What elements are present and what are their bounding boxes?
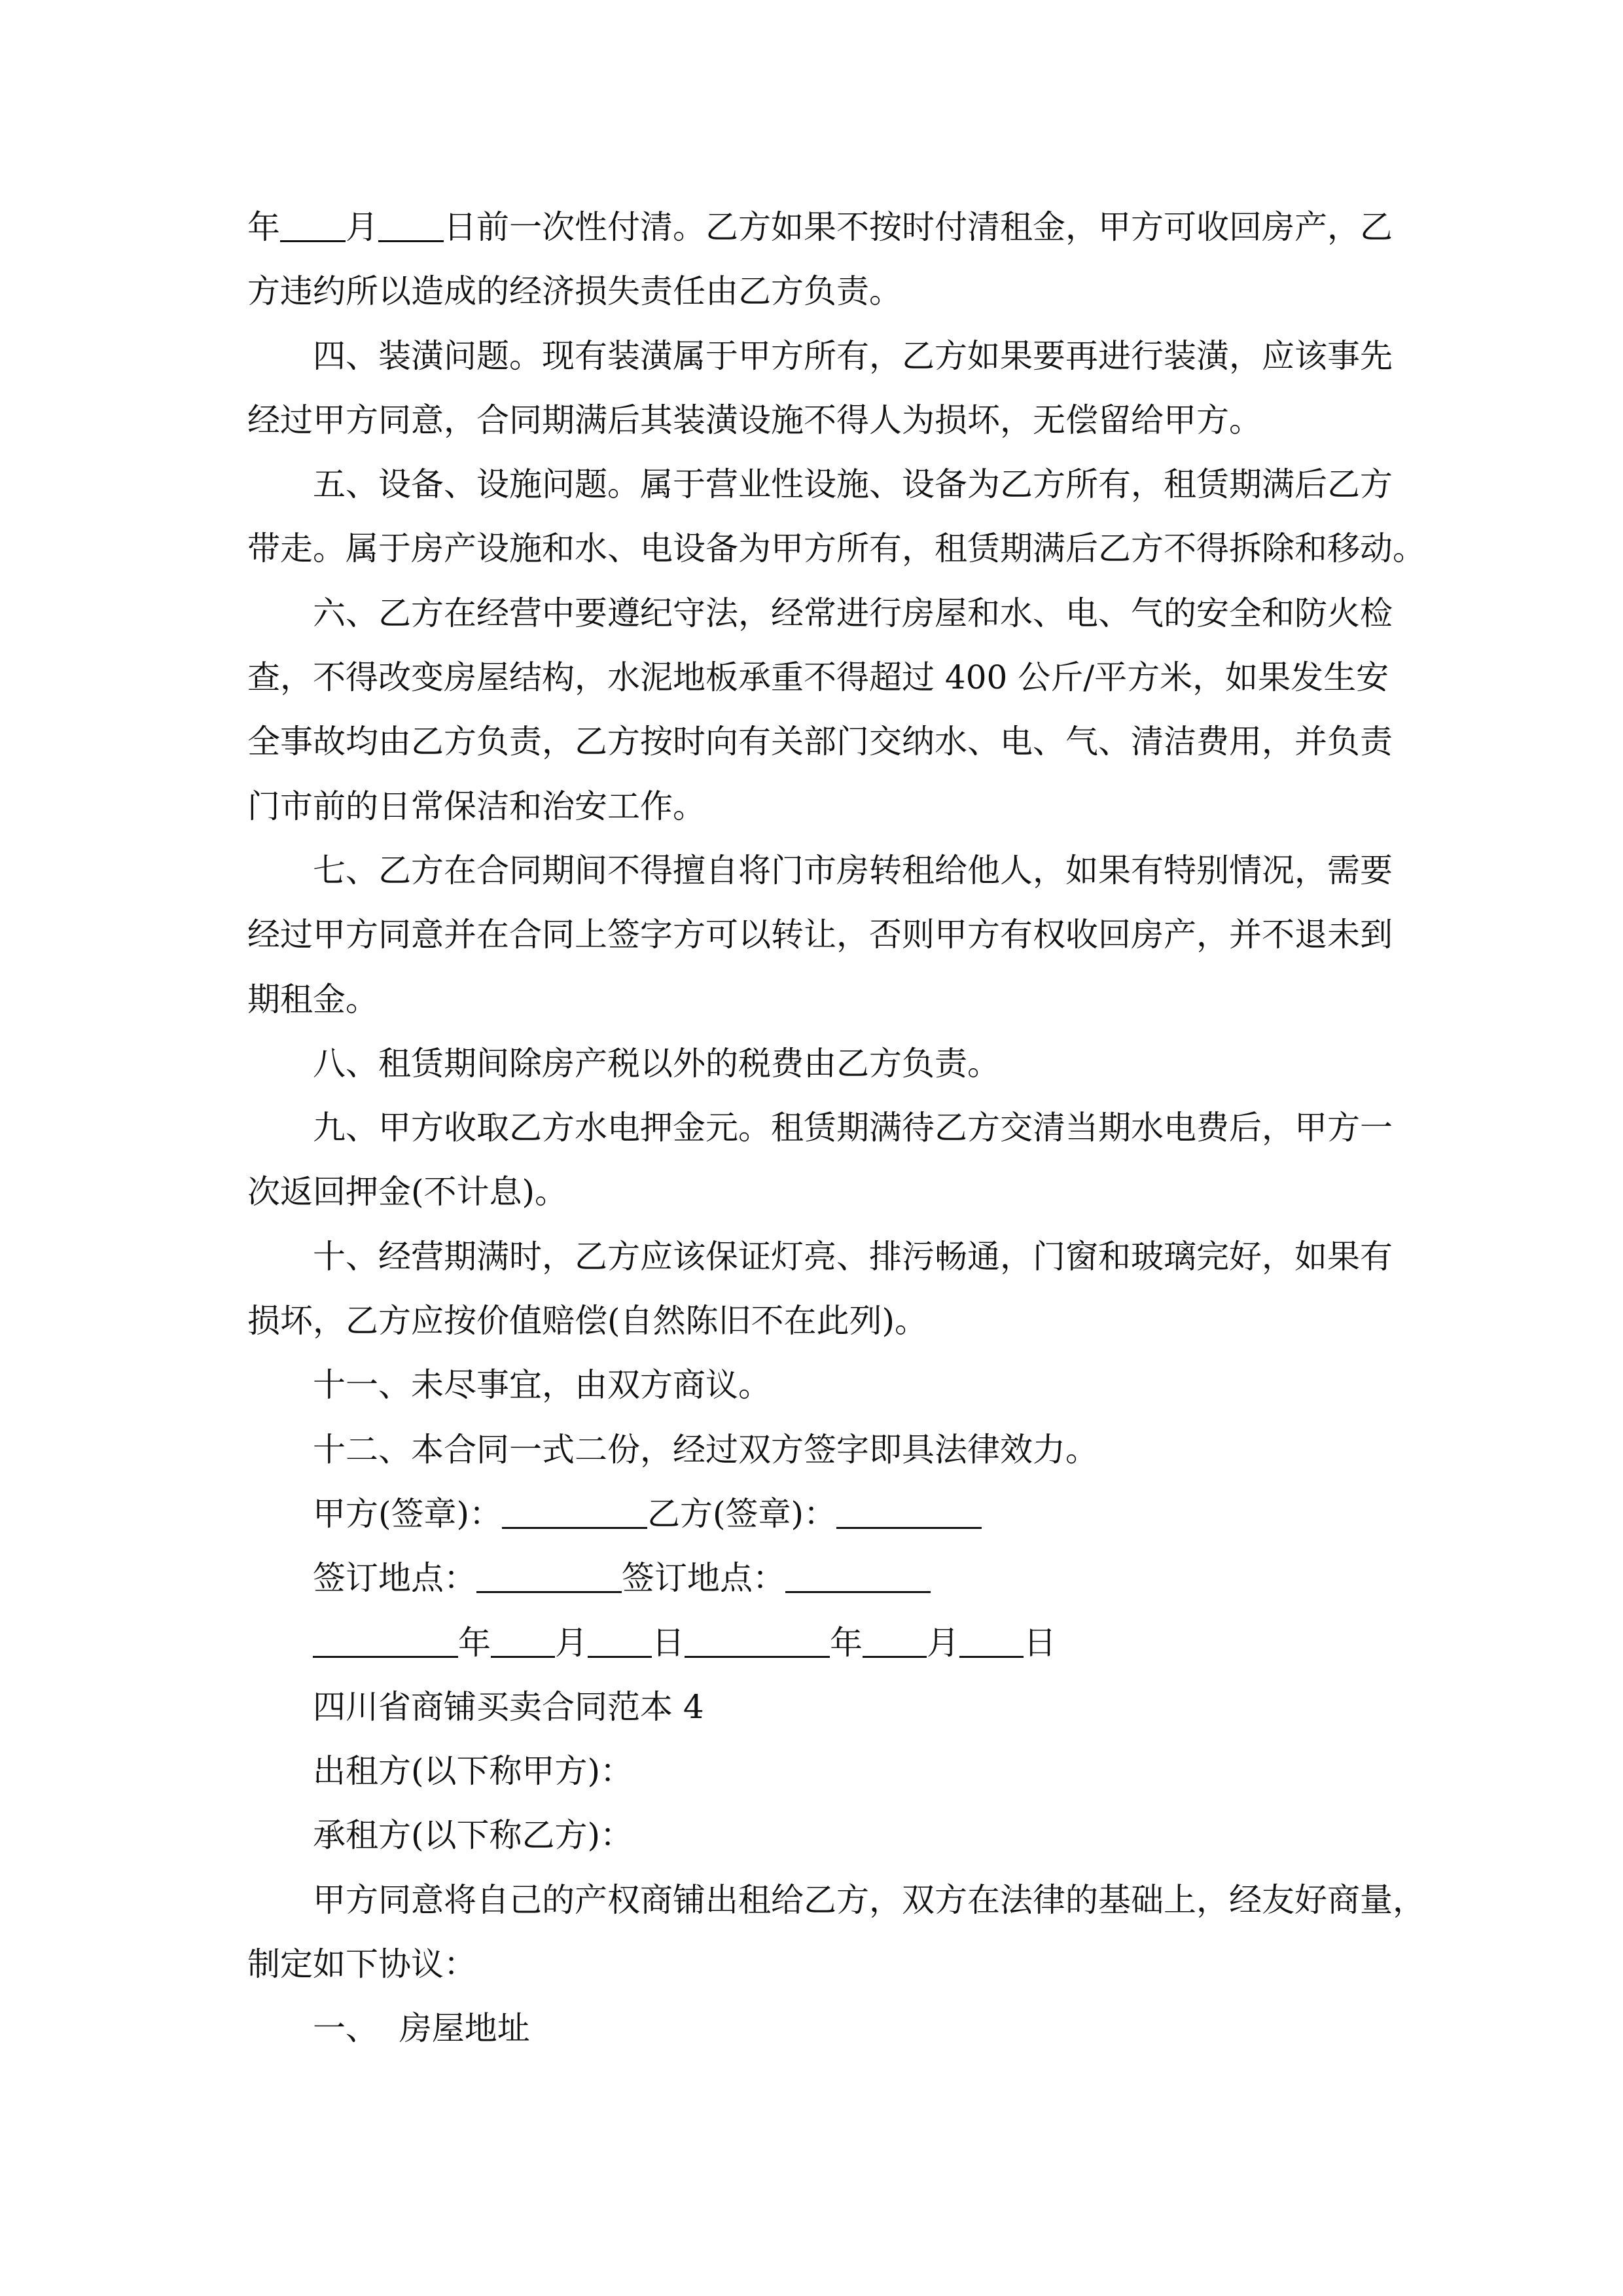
clause-line: 门市前的日常保洁和治安工作。 [247, 787, 705, 825]
clause-line: 八、租赁期间除房产税以外的税费由乙方负责。 [313, 1044, 1000, 1083]
blank-month [280, 207, 346, 242]
clause-line: 经过甲方同意，合同期满后其装潢设施不得人为损坏，无偿留给甲方。 [247, 401, 1262, 439]
intro-line: 制定如下协议： [247, 1945, 476, 1984]
clauses [247, 324, 1425, 1482]
clause-line: 经过甲方同意并在合同上签字方可以转让，否则甲方有权收回房产，并不退未到 [247, 916, 1393, 954]
clause-3-tail-line: 年 月 日前一次性付清。乙方如果不按时付清租金，甲方可收回房产，乙 [247, 208, 1393, 246]
clause-line: 十一、未尽事宜，由双方商议。 [313, 1366, 771, 1405]
month-blank [491, 1623, 555, 1658]
contract-4-title: 四川省商铺买卖合同范本 4 [313, 1687, 704, 1726]
party-a-signature-blank [502, 1494, 647, 1529]
section-1-heading: 一、 房屋地址 [313, 2009, 530, 2048]
clause-line: 七、乙方在合同期间不得擅自将门市房转租给他人，如果有特别情况，需要 [313, 851, 1393, 889]
day-blank [959, 1623, 1024, 1658]
clause-line: 查，不得改变房屋结构，水泥地板承重不得超过 400 公斤/平方米，如果发生安 [247, 658, 1389, 697]
clause-line: 次返回押金(不计息)。 [247, 1173, 568, 1211]
clause-line: 十二、本合同一式二份，经过双方签字即具法律效力。 [313, 1430, 1098, 1469]
intro-line: 甲方同意将自己的产权商铺出租给乙方，双方在法律的基础上，经友好商量， [313, 1880, 1425, 1919]
signature-dates: 年 月 日 年 月 日 [247, 1611, 1383, 1675]
clause-line: 全事故均由乙方负责，乙方按时向有关部门交纳水、电、气、清洁费用，并负责 [247, 723, 1393, 761]
lessee-label: 承租方(以下称乙方)： [313, 1816, 633, 1855]
party-b-signature-blank [836, 1494, 982, 1529]
clause-line: 四、装潢问题。现有装潢属于甲方所有，乙方如果要再进行装潢，应该事先 [313, 336, 1393, 375]
clause-line: 九、甲方收取乙方水电押金元。租赁期满待乙方交清当期水电费后，甲方一 [313, 1109, 1393, 1147]
year-blank [685, 1623, 830, 1658]
signature-parties: 甲方(签章)： 乙方(签章)： [247, 1482, 1383, 1546]
clause-line: 带走。属于房产设施和水、电设备为甲方所有，租赁期满后乙方不得拆除和移动。 [247, 529, 1425, 568]
clause-line: 损坏，乙方应按价值赔偿(自然陈旧不在此列)。 [247, 1302, 928, 1340]
clause-line: 五、设备、设施问题。属于营业性设施、设备为乙方所有，租赁期满后乙方 [313, 465, 1393, 504]
day-blank [588, 1623, 652, 1658]
year-blank [313, 1623, 458, 1658]
clause-3-tail-line: 方违约所以造成的经济损失责任由乙方负责。 [247, 272, 902, 311]
signature-places: 签订地点： 签订地点： [247, 1546, 1383, 1610]
lessor-label: 出租方(以下称甲方)： [313, 1752, 633, 1791]
blank-day [378, 207, 444, 242]
place-b-blank [785, 1558, 931, 1593]
place-a-blank [476, 1558, 622, 1593]
month-blank [863, 1623, 927, 1658]
clause-line: 期租金。 [247, 980, 378, 1018]
clause-line: 十、经营期满时，乙方应该保证灯亮、排污畅通，门窗和玻璃完好，如果有 [313, 1237, 1393, 1276]
clause-line: 六、乙方在经营中要遵纪守法，经常进行房屋和水、电、气的安全和防火检 [313, 594, 1393, 632]
document-page [247, 195, 1425, 2061]
